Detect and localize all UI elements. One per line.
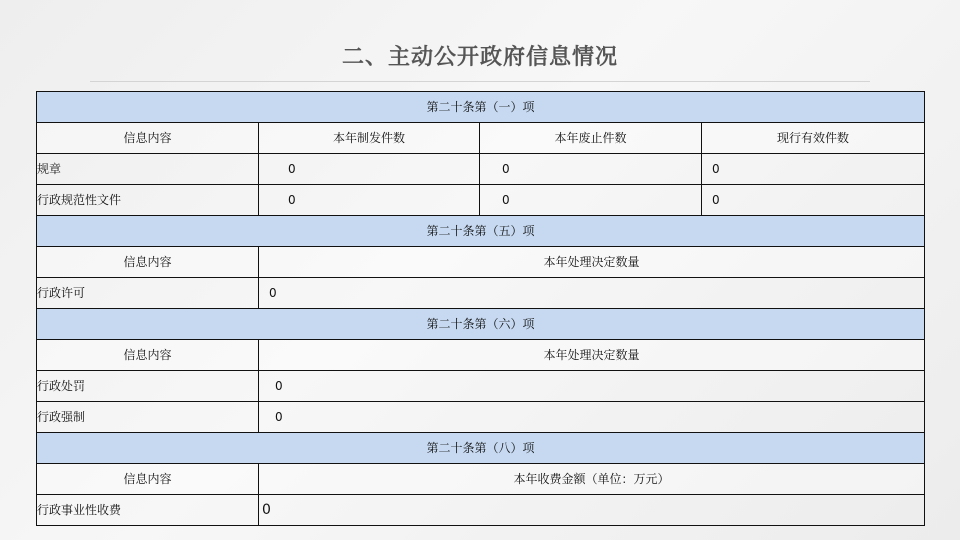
section-heading-row [37,92,925,123]
header-cell: 本年制发件数 [259,123,480,154]
row-label: 行政许可 [37,278,259,309]
header-cell: 本年废止件数 [480,123,702,154]
section-heading-row [37,216,925,247]
row-label: 行政规范性文件 [37,185,259,216]
header-cell: 信息内容 [37,123,259,154]
header-cell: 本年处理决定数量 [259,247,925,278]
table-row [37,371,925,402]
section-heading: 第二十条第（五）项 [37,216,925,247]
header-cell: 现行有效件数 [702,123,925,154]
table-row [37,495,925,526]
value-cell: 0 [702,154,925,185]
section-heading: 第二十条第（六）项 [37,309,925,340]
header-cell: 信息内容 [37,340,259,371]
table-row [37,278,925,309]
table-row [37,185,925,216]
row-label: 规章 [37,154,259,185]
header-cell: 信息内容 [37,247,259,278]
header-cell: 本年处理决定数量 [259,340,925,371]
title-divider [90,81,870,82]
header-row [37,123,925,154]
header-row [37,340,925,371]
section-heading: 第二十条第（八）项 [37,433,925,464]
row-label: 行政事业性收费 [37,495,259,526]
table-row [37,154,925,185]
header-row [37,464,925,495]
value-cell: 0 [259,154,480,185]
section-heading-row [37,309,925,340]
header-row [37,247,925,278]
value-cell: 0 [480,154,702,185]
value-cell: 0 [259,278,925,309]
value-cell: 0 [480,185,702,216]
section-heading: 第二十条第（一）项 [37,92,925,123]
value-cell: 0 [259,402,925,433]
row-label: 行政强制 [37,402,259,433]
value-cell: 0 [259,371,925,402]
value-cell: 0 [702,185,925,216]
header-cell: 本年收费金额（单位：万元） [259,464,925,495]
page-title: 二、主动公开政府信息情况 [341,45,618,70]
header-cell: 信息内容 [37,464,259,495]
row-label: 行政处罚 [37,371,259,402]
section-heading-row [37,433,925,464]
table-row [37,402,925,433]
value-cell: 0 [259,495,925,526]
value-cell: 0 [259,185,480,216]
disclosure-table [36,91,925,526]
